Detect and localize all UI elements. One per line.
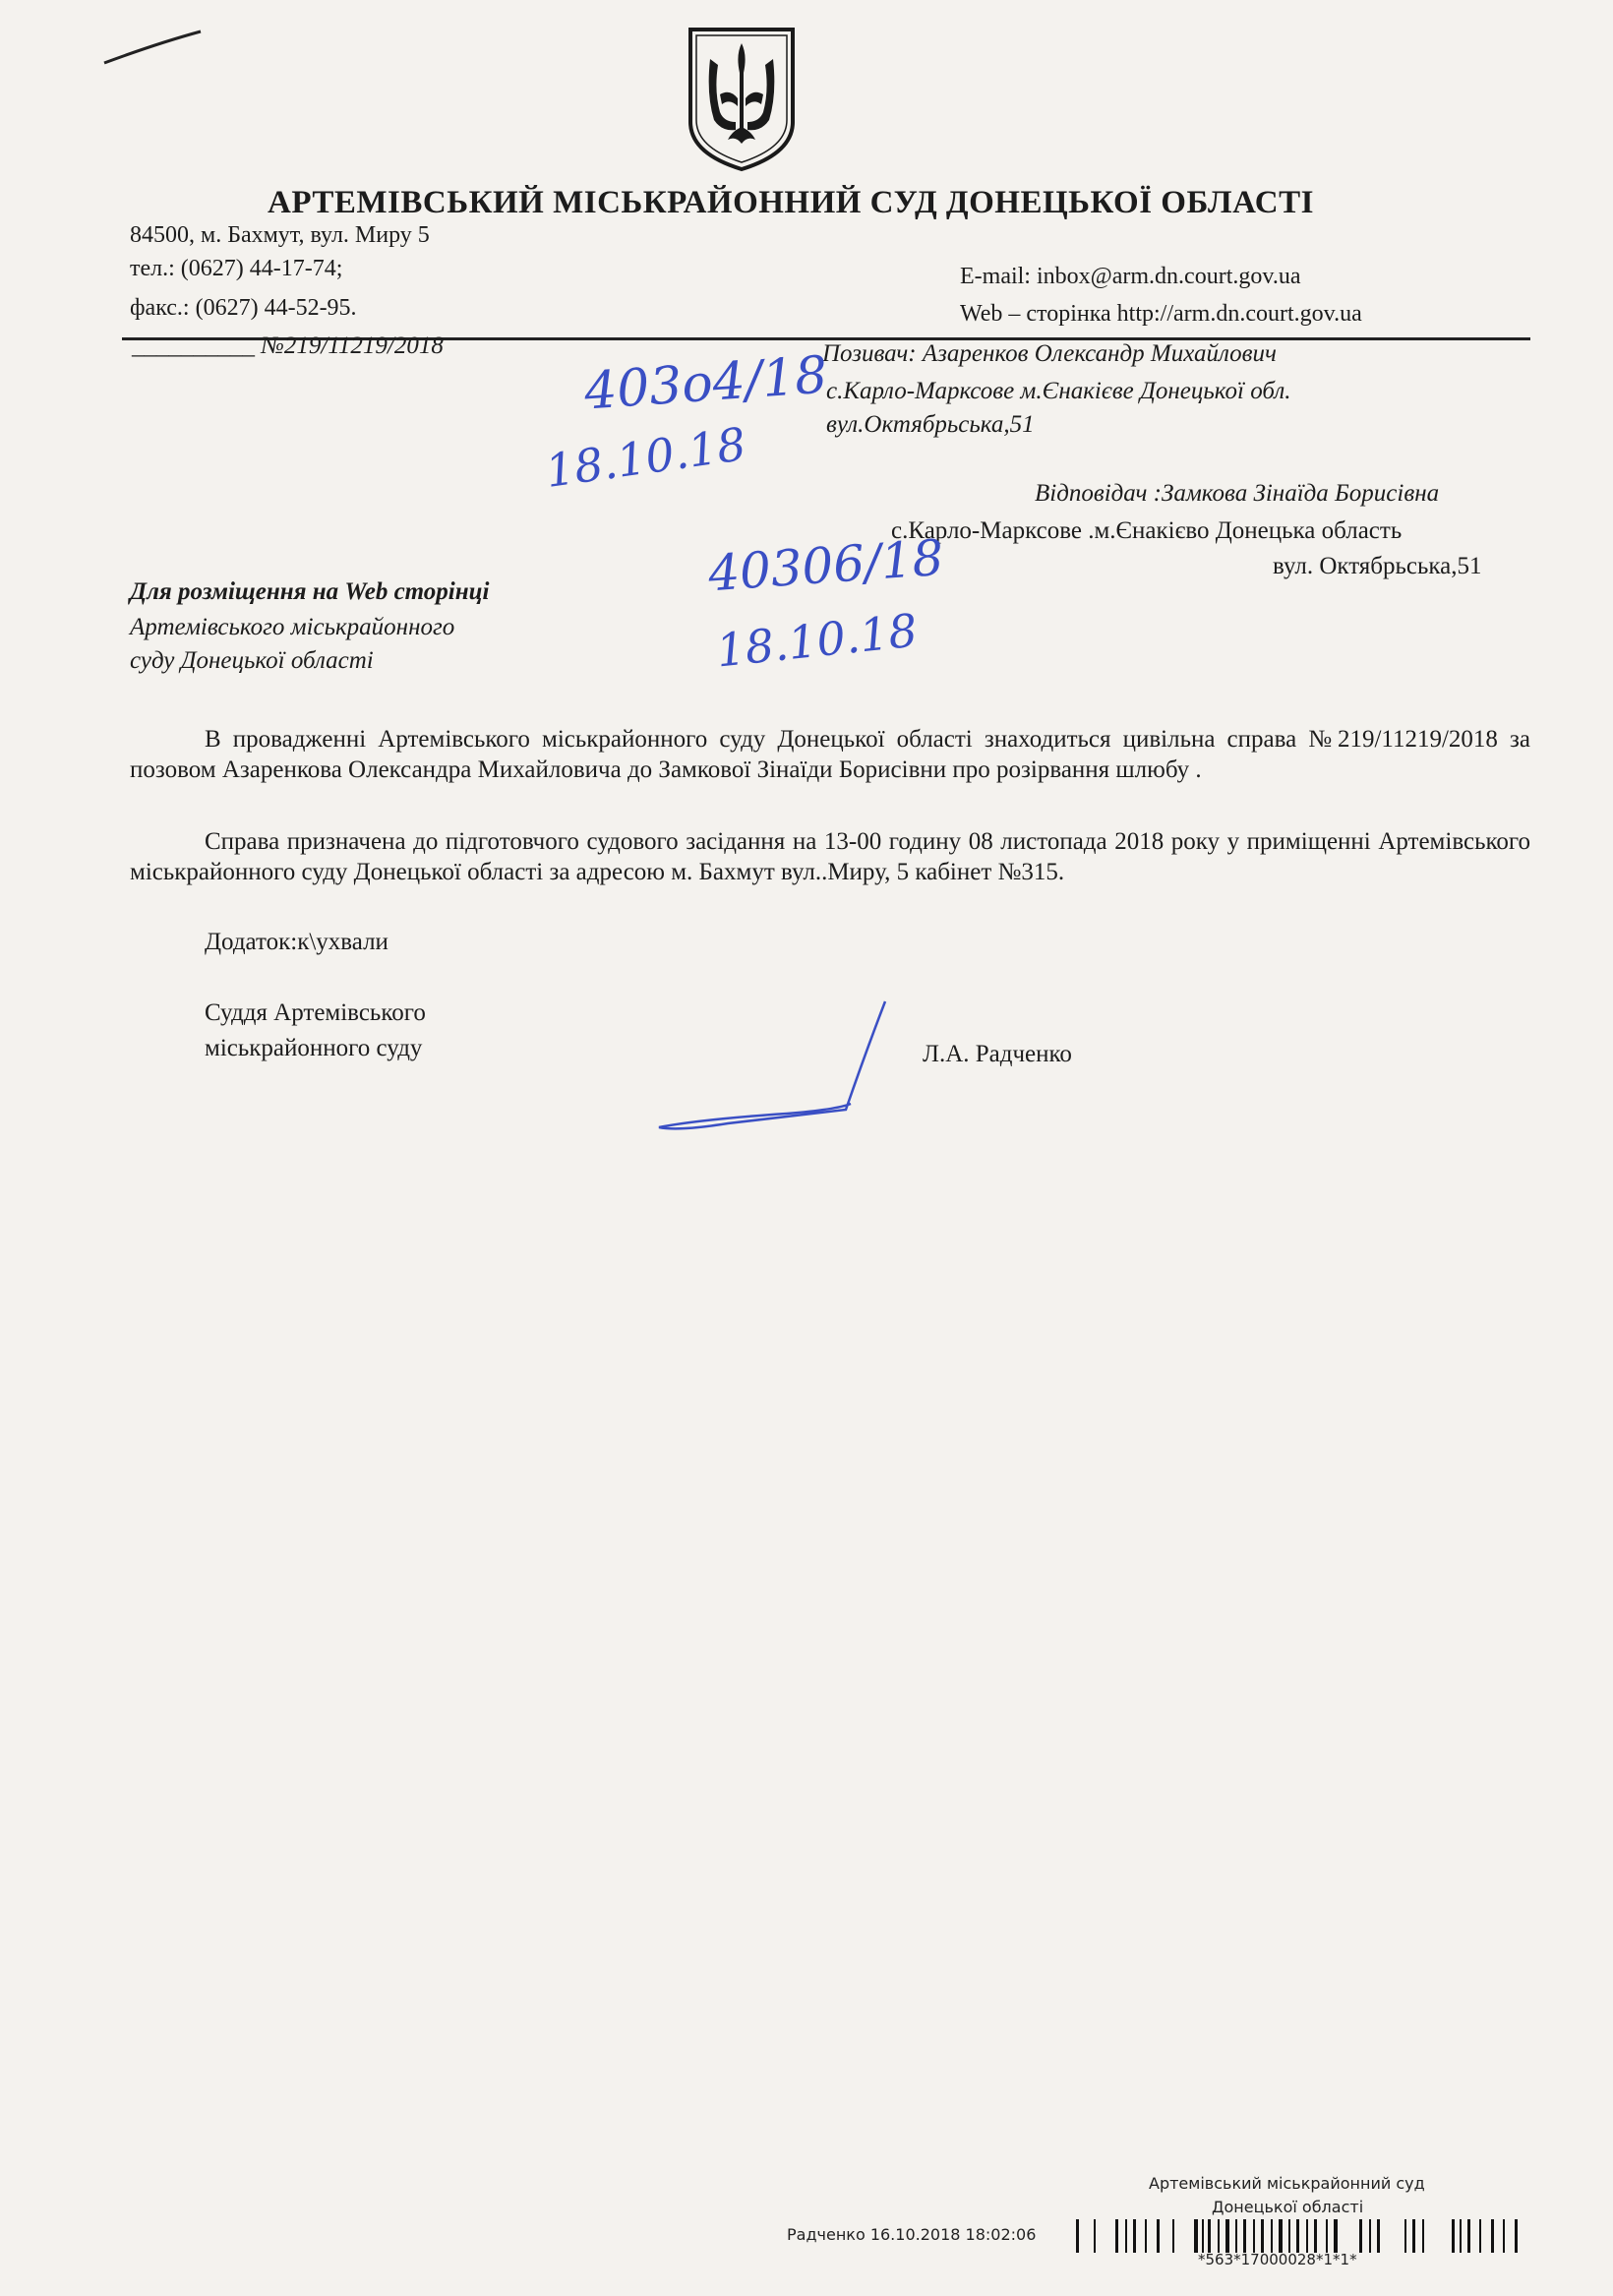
barcode: [1074, 2219, 1536, 2253]
stamp-org-line-2: Донецької області: [1212, 2198, 1364, 2216]
attachment-note: Додаток:к\ухвали: [205, 929, 388, 955]
body-paragraph-1: [130, 724, 1530, 785]
court-email: E-mail: inbox@arm.dn.court.gov.ua: [960, 264, 1301, 289]
barcode-code: *563*17000028*1*1*: [1198, 2251, 1357, 2268]
court-name: АРТЕМІВСЬКИЙ МІСЬКРАЙОННИЙ СУД ДОНЕЦЬКОЇ ОБЛАСТІ: [268, 185, 1314, 220]
stamp-author-time: Радченко 16.10.2018 18:02:06: [787, 2225, 1037, 2244]
case-reference: __________ №219/11219/2018: [132, 332, 444, 359]
defendant-address-1: с.Карло-Марксове .м.Єнакієво Донецька область: [891, 517, 1403, 544]
web-note-line-3: суду Донецької області: [130, 647, 374, 674]
web-note-line-2: Артемівського міськрайонного: [130, 614, 455, 640]
body-paragraph-1-text: В провадженні Артемівського міськрайонного суду Донецької області знаходиться цивільна справа №219/11219/2018 за позовом Азаренкова Олександра Михайловича до Замкової Зінаїди Борисівни про розірвання шлюбу .: [130, 726, 1530, 783]
coat-of-arms-icon: [685, 26, 799, 173]
body-paragraph-2-text: Справа призначена до підготовчого судового засідання на 13-00 годину 08 листопада 2018 року у приміщенні Артемівського міськрайонного суду Донецької області за адресою м. Бахмут вул..Миру, 5 кабінет №315.: [130, 828, 1530, 885]
body-paragraph-2: [130, 826, 1530, 887]
court-web: Web – сторінка http://arm.dn.court.gov.ua: [960, 301, 1362, 327]
handwritten-date-2: 18.10.18: [713, 603, 921, 678]
pen-stroke-mark: [98, 24, 207, 73]
handwritten-reg-number-1: 403о4/18: [582, 345, 830, 422]
court-phone: тел.: (0627) 44-17-74;: [130, 256, 343, 281]
plaintiff-name: Позивач: Азаренков Олександр Михайлович: [822, 340, 1277, 367]
handwritten-reg-number-2: 40306/18: [706, 528, 946, 603]
judge-title-2: міськрайонного суду: [205, 1035, 423, 1061]
judge-name: Л.А. Радченко: [923, 1041, 1072, 1067]
stamp-org-line-1: Артемівський міськрайонний суд: [1149, 2174, 1425, 2193]
judge-title-1: Суддя Артемівського: [205, 999, 426, 1026]
handwritten-date-1: 18.10.18: [542, 417, 749, 498]
court-fax: факс.: (0627) 44-52-95.: [130, 295, 357, 321]
web-note-title: Для розміщення на Web сторінці: [130, 578, 490, 605]
plaintiff-address-2: вул.Октябрьська,51: [826, 411, 1035, 438]
plaintiff-address-1: с.Карло-Марксове м.Єнакієве Донецької обл.: [826, 378, 1291, 404]
defendant-address-2: вул. Октябрьська,51: [1273, 553, 1482, 579]
judge-signature-icon: [649, 994, 905, 1141]
court-address: 84500, м. Бахмут, вул. Миру 5: [130, 222, 430, 248]
defendant-name: Відповідач :Замкова Зінаїда Борисівна: [1035, 480, 1440, 507]
